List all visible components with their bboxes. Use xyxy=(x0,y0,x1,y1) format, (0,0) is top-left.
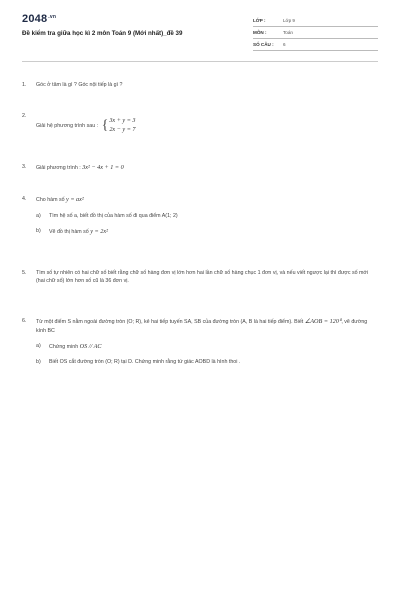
question-text: Từ một điểm S nằm ngoài đường tròn (O; R), kẻ hai tiếp tuyến SA, SB của đường tròn (A, B là hai tiếp điểm). Biết xyxy=(36,319,304,325)
equation-1: 3x + y = 3 xyxy=(109,117,136,124)
meta-value: Toán xyxy=(283,30,293,35)
function-formula: y = 2x² xyxy=(90,227,108,235)
question-5 xyxy=(22,269,376,285)
sub-label: a) xyxy=(36,212,41,219)
sub-text: Chứng minh xyxy=(49,343,79,350)
meta-label: LỚP : xyxy=(253,18,266,23)
function-formula: y = ax² xyxy=(66,196,84,203)
sub-question-b xyxy=(36,227,376,237)
question-number: 5. xyxy=(22,270,27,276)
question-number: 3. xyxy=(22,164,27,170)
logo-suffix: .vn xyxy=(48,14,57,20)
equation: 3x² − 4x + 1 = 0 xyxy=(82,164,124,171)
meta-value: Lớp 9 xyxy=(283,18,295,23)
question-text: Cho hàm số xyxy=(36,197,65,203)
meta-label: SỐ CÂU : xyxy=(253,42,274,47)
question-number: 6. xyxy=(22,318,27,324)
sub-question-b xyxy=(36,358,376,366)
question-number: 2. xyxy=(22,113,27,119)
meta-label: MÔN : xyxy=(253,30,267,35)
question-text: Tìm số tự nhiên có hai chữ số biết rằng chữ số hàng đơn vị lớn hơn hai lần chữ số hàng chục 1 đơn vị, và nếu viết ngược lại thì được số mới (hai chữ số) lớn hơn số cũ là 36 đơn vị. xyxy=(36,270,369,285)
question-3 xyxy=(22,163,376,173)
question-text-cont: , vẽ đường kính BC xyxy=(36,319,368,334)
meta-value: 6 xyxy=(283,42,286,47)
parallel-expression: OS // AC xyxy=(79,342,102,350)
sub-text: Vẽ đồ thị hàm số xyxy=(49,228,89,235)
site-logo[interactable] xyxy=(22,13,56,25)
angle-expression: ∠AOB = 120⁰ xyxy=(304,318,342,325)
question-number: 1. xyxy=(22,82,27,88)
question-6 xyxy=(22,317,376,367)
question-4 xyxy=(22,195,376,236)
logo-text: 2048 xyxy=(22,13,48,25)
sub-text: Tìm hệ số a, biết đồ thị của hàm số đi qua điểm A(1; 2) xyxy=(49,212,178,219)
question-2 xyxy=(22,112,376,134)
question-text: Góc ở tâm là gì ? Góc nội tiếp là gì ? xyxy=(36,82,123,88)
meta-row-count xyxy=(253,39,378,51)
meta-row-subject xyxy=(253,27,378,39)
sub-text: Biết OS cắt đường tròn (O; R) tại D. Chứng minh rằng tứ giác AOBD là hình thoi . xyxy=(49,359,241,366)
question-number: 4. xyxy=(22,196,27,202)
equation-2: 2x − y = 7 xyxy=(109,125,136,133)
sub-label: a) xyxy=(36,342,41,349)
sub-label: b) xyxy=(36,359,41,366)
meta-row-class xyxy=(253,15,378,27)
question-1 xyxy=(22,81,376,89)
sub-question-a xyxy=(36,342,376,352)
document-title: Đề kiểm tra giữa học kì 2 môn Toán 9 (Mới nhất)_đề 39 xyxy=(22,30,183,37)
header-divider xyxy=(22,61,378,62)
meta-table xyxy=(253,15,378,51)
sub-question-a xyxy=(36,212,376,220)
brace-symbol: { xyxy=(101,117,109,133)
question-text: Giải hệ phương trình sau : xyxy=(36,123,99,130)
equation-system xyxy=(102,117,136,134)
question-text: Giải phương trình : xyxy=(36,165,81,171)
sub-label: b) xyxy=(36,227,41,234)
